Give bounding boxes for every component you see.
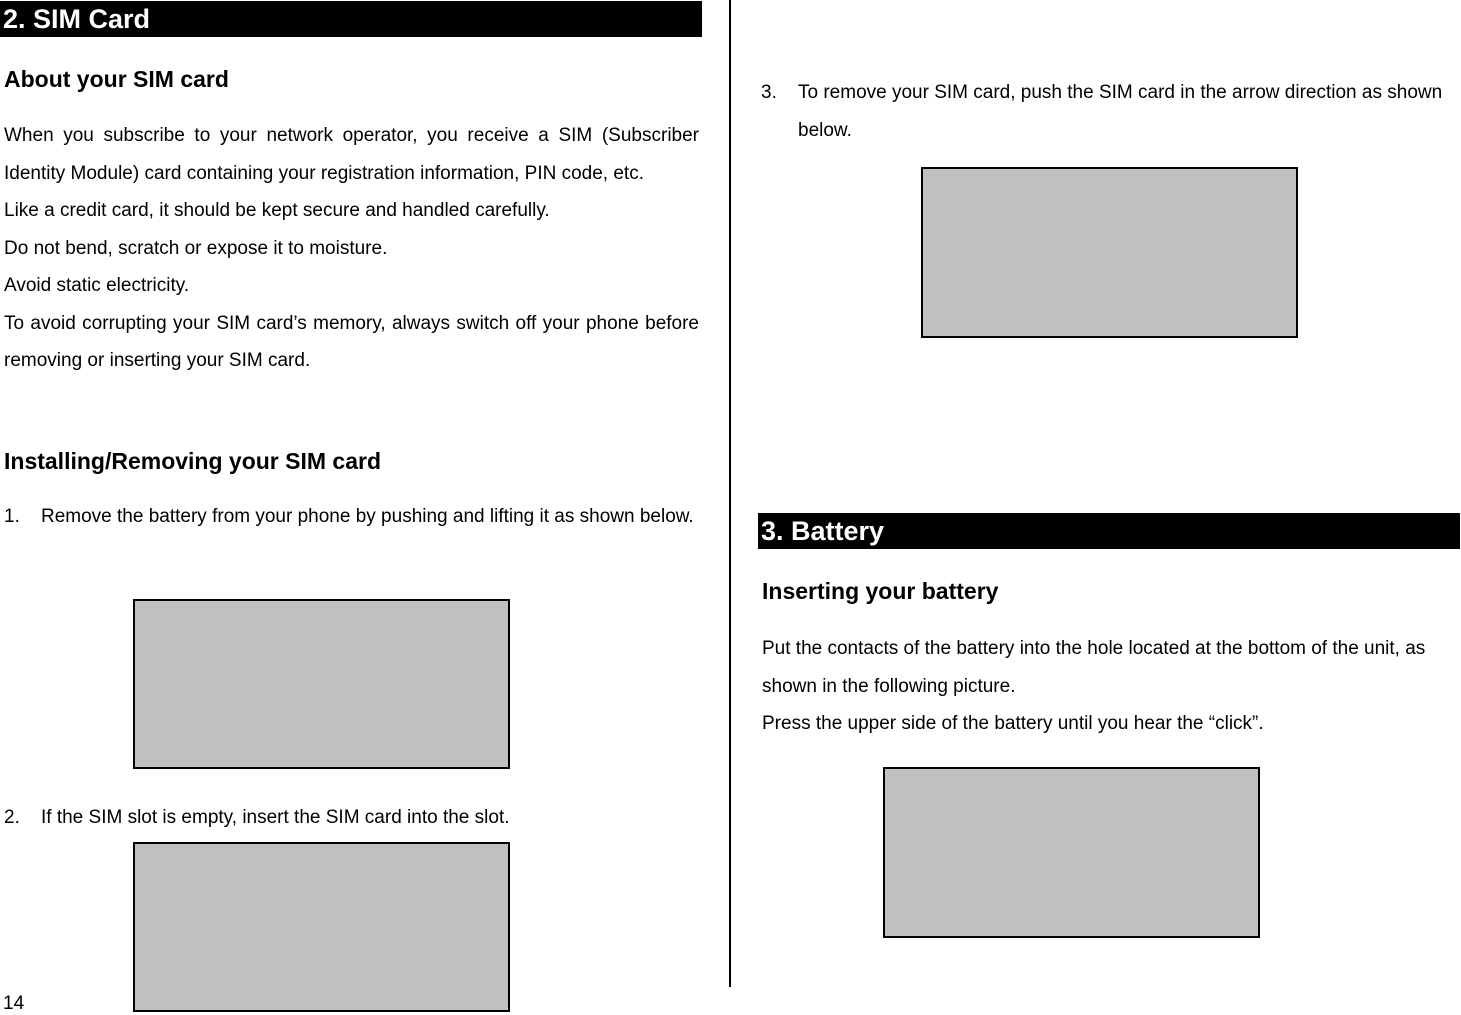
install-sim-heading: Installing/Removing your SIM card [4,448,382,474]
about-sim-intro: When you subscribe to your network operator, you receive a SIM (Subscriber Identity Module) card containing your registration information, PIN code, etc. [4,125,699,184]
page-number: 14 [3,993,25,1014]
image-placeholder-remove-sim [921,167,1298,338]
image-placeholder-insert-sim [133,842,510,1012]
list-item-step-3 [761,74,1458,154]
image-placeholder-insert-battery [883,767,1260,938]
step-1-text: Remove the battery from your phone by pushing and lifting it as shown below. [41,506,694,527]
battery-line-2: Press the upper side of the battery until you hear the “click”. [762,713,1264,734]
list-item-step-2 [4,799,700,839]
about-sim-line: To avoid corrupting your SIM card’s memory, always switch off your phone before removing or inserting your SIM card. [4,312,699,371]
about-sim-line: Avoid static electricity. [4,275,190,296]
about-sim-line: Like a credit card, it should be kept secure and handled carefully. [4,200,550,221]
step-2-text: If the SIM slot is empty, insert the SIM card into the slot. [41,807,510,828]
column-divider [729,0,731,987]
battery-line-1: Put the contacts of the battery into the hole located at the bottom of the unit, as shown in the following picture. [762,638,1426,697]
step-1-number: 1. [4,506,20,527]
section-header-sim-card: 2. SIM Card [0,1,702,37]
step-3-text: To remove your SIM card, push the SIM card in the arrow direction as shown below. [798,82,1443,141]
section-header-battery: 3. Battery [758,513,1460,549]
step-2-number: 2. [4,807,20,828]
about-sim-line: Do not bend, scratch or expose it to moisture. [4,237,388,259]
about-sim-heading: About your SIM card [4,66,229,92]
inserting-battery-heading: Inserting your battery [762,578,999,604]
inserting-battery-body [762,630,1461,743]
about-sim-body [4,117,699,380]
step-3-number: 3. [761,82,777,103]
list-item-step-1 [4,498,700,578]
image-placeholder-remove-battery [133,599,510,769]
